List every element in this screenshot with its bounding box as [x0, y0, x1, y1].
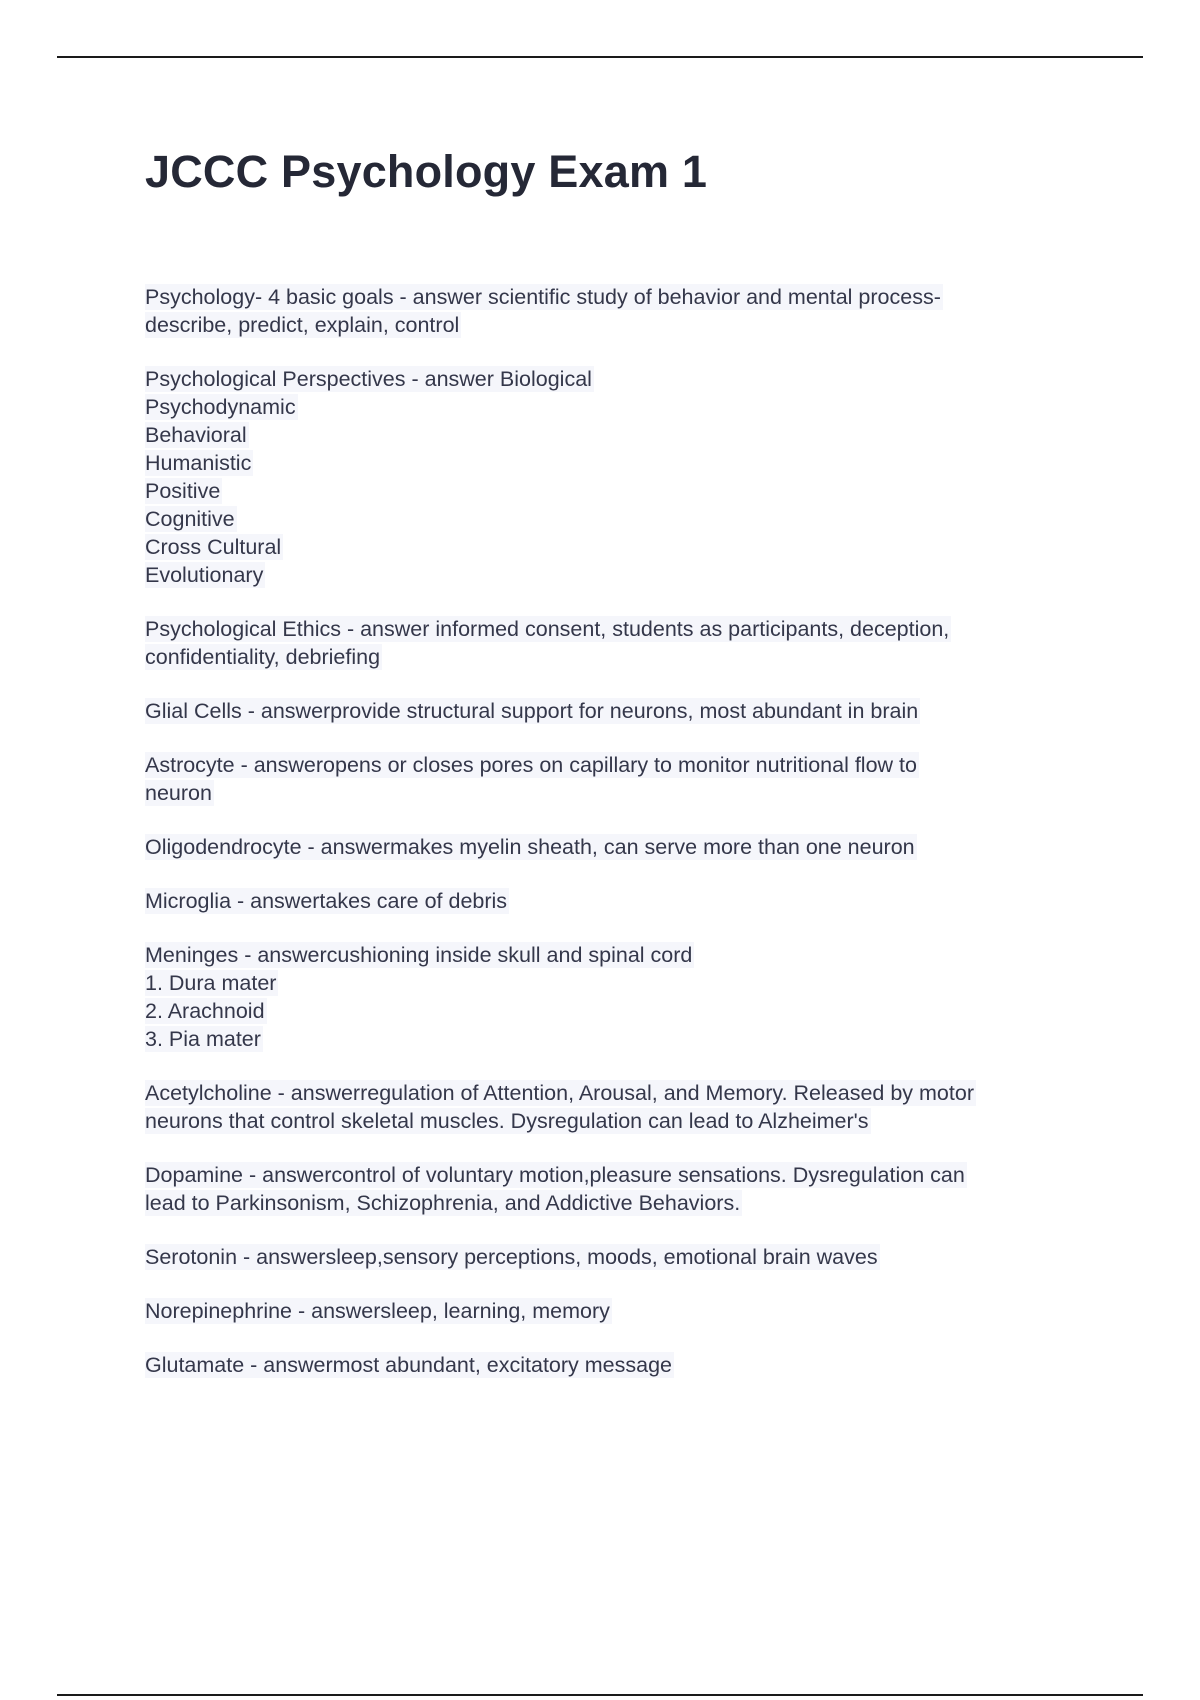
entry-line: [145, 1189, 1090, 1217]
entry-line-text: Humanistic: [145, 451, 252, 475]
entry-line-text: Acetylcholine - answerregulation of Attention, Arousal, and Memory. Released by motor: [145, 1081, 974, 1105]
top-rule: [57, 56, 1143, 58]
entry-line: [145, 311, 1090, 339]
entry-line-text: Oligodendrocyte - answermakes myelin sheath, can serve more than one neuron: [145, 835, 915, 859]
entry-line: [145, 283, 1090, 311]
entry-line: [145, 365, 1090, 393]
entry-line-text: neuron: [145, 781, 212, 805]
entry-line: [145, 779, 1090, 807]
flashcard-entry: [145, 887, 1090, 915]
entry-line-text: Microglia - answertakes care of debris: [145, 889, 508, 913]
entry-line-text: Glial Cells - answerprovide structural support for neurons, most abundant in brain: [145, 699, 919, 723]
entry-line-text: Cognitive: [145, 507, 235, 531]
entry-line: [145, 561, 1090, 589]
entry-line: [145, 1025, 1090, 1053]
entry-line: [145, 1297, 1090, 1325]
entry-line-text: Astrocyte - answeropens or closes pores on capillary to monitor nutritional flow to: [145, 753, 917, 777]
entry-line-text: Evolutionary: [145, 563, 264, 587]
entry-line: [145, 1079, 1090, 1107]
entry-line: [145, 1161, 1090, 1189]
flashcard-entry: [145, 941, 1090, 1053]
entry-line-text: Positive: [145, 479, 221, 503]
entry-line-text: describe, predict, explain, control: [145, 313, 460, 337]
flashcard-entry: [145, 365, 1090, 589]
flashcard-entry: [145, 1079, 1090, 1135]
entry-line-text: Psychological Perspectives - answer Biological: [145, 367, 592, 391]
entry-line: [145, 477, 1090, 505]
entry-line-text: Meninges - answercushioning inside skull and spinal cord: [145, 943, 693, 967]
entry-line-text: Behavioral: [145, 423, 247, 447]
flashcard-entry: [145, 697, 1090, 725]
entry-line-text: confidentiality, debriefing: [145, 645, 381, 669]
entry-line: [145, 997, 1090, 1025]
entry-line-text: Dopamine - answercontrol of voluntary motion,pleasure sensations. Dysregulation can: [145, 1163, 965, 1187]
flashcard-entry: [145, 1161, 1090, 1217]
entry-line-text: Norepinephrine - answersleep, learning, memory: [145, 1299, 610, 1323]
entry-line: [145, 697, 1090, 725]
flashcard-entry: [145, 1297, 1090, 1325]
entry-line: [145, 969, 1090, 997]
flashcard-entry: [145, 1243, 1090, 1271]
entry-line: [145, 449, 1090, 477]
entry-line-text: Glutamate - answermost abundant, excitatory message: [145, 1353, 673, 1377]
entry-line-text: Psychological Ethics - answer informed consent, students as participants, deception,: [145, 617, 950, 641]
page-title: JCCC Psychology Exam 1: [145, 146, 708, 197]
flashcard-entry: [145, 283, 1090, 339]
entry-line-text: Psychodynamic: [145, 395, 296, 419]
entry-line: [145, 505, 1090, 533]
flashcard-entry: [145, 615, 1090, 671]
flashcard-list: [145, 283, 1090, 1405]
entry-line: [145, 615, 1090, 643]
entry-line: [145, 393, 1090, 421]
entry-line: [145, 887, 1090, 915]
entry-line-text: 3. Pia mater: [145, 1027, 261, 1051]
entry-line: [145, 1243, 1090, 1271]
entry-line-text: neurons that control skeletal muscles. Dysregulation can lead to Alzheimer's: [145, 1109, 869, 1133]
flashcard-entry: [145, 1351, 1090, 1379]
entry-line-text: Cross Cultural: [145, 535, 282, 559]
entry-line: [145, 533, 1090, 561]
entry-line: [145, 421, 1090, 449]
entry-line: [145, 1351, 1090, 1379]
entry-line: [145, 941, 1090, 969]
entry-line: [145, 643, 1090, 671]
flashcard-entry: [145, 751, 1090, 807]
bottom-rule: [57, 1694, 1143, 1696]
entry-line-text: lead to Parkinsonism, Schizophrenia, and Addictive Behaviors.: [145, 1191, 741, 1215]
entry-line: [145, 1107, 1090, 1135]
flashcard-entry: [145, 833, 1090, 861]
entry-line-text: 1. Dura mater: [145, 971, 277, 995]
entry-line: [145, 751, 1090, 779]
entry-line: [145, 833, 1090, 861]
entry-line-text: Psychology- 4 basic goals - answer scientific study of behavior and mental process-: [145, 285, 941, 309]
entry-line-text: Serotonin - answersleep,sensory perceptions, moods, emotional brain waves: [145, 1245, 878, 1269]
entry-line-text: 2. Arachnoid: [145, 999, 265, 1023]
